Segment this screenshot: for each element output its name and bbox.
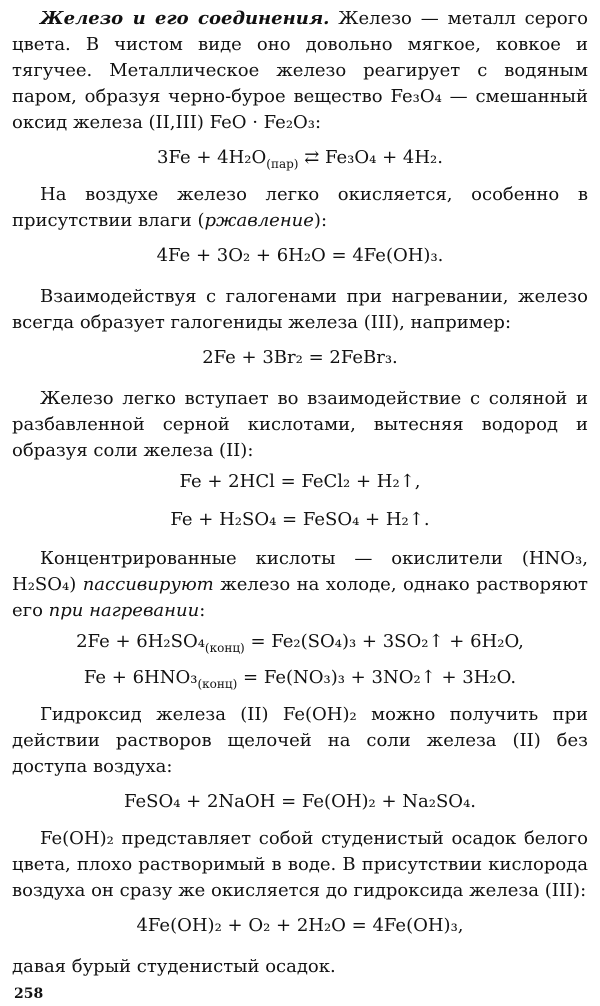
term-passivate: пассивируют [82,574,214,595]
paragraph-text: Концентрированные кислоты — окислители (HNO₃, H₂SO₄) [12,548,588,595]
equation-right: ⇄ Fe₃O₄ + 4H₂. [298,147,443,168]
equation-subscript: (конц) [197,677,238,691]
paragraph-iron-intro [12,6,588,136]
equation-hcl: Fe + 2HCl = FeCl₂ + H₂↑, [179,471,421,492]
equation-left: Fe + 6HNO₃ [83,667,198,688]
equation-conc-sulfuric [0,630,600,655]
equation-left: 3Fe + 4H₂O [157,147,267,168]
equation-feso4-naoh: FeSO₄ + 2NaOH = Fe(OH)₂ + Na₂SO₄. [123,791,477,812]
equation-subscript: (пар) [266,157,299,171]
equation-bromine: 2Fe + 3Br₂ = 2FeBr₃. [202,347,398,368]
paragraph-hydroxide-ii: Гидроксид железа (II) Fe(OH)₂ можно получить при действии растворов щелочей на соли железа (II) без доступа воздуха: [12,704,588,777]
equation-conc-nitric [0,666,600,691]
paragraph-concentrated-acids [12,546,588,624]
equation-left: 2Fe + 6H₂SO₄ [76,631,205,652]
paragraph-rusting [12,182,588,234]
equation-rusting: 4Fe + 3O₂ + 6H₂O = 4Fe(OH)₃. [156,245,444,266]
paragraph-text: Железо — металл серого цвета. В чистом виде оно довольно мягкое, ковкое и тягучее. Металлическое железо реагирует с водяным паром, образуя черно-бурое вещество Fe₃O₄ — смешанный оксид железа (II,III) FeO · Fe₂O₃: [12,8,589,133]
equation-h2so4: Fe + H₂SO₄ = FeSO₄ + H₂↑. [170,509,430,530]
paragraph-brown-precipitate: давая бурый студенистый осадок. [12,956,336,977]
paragraph-hydroxide-properties: Fe(OH)₂ представляет собой студенистый осадок белого цвета, плохо растворимый в воде. В присутствии кислорода воздуха он сразу же окисляется до гидроксида железа (III): [12,828,588,901]
section-title: Железо и его соединения. [40,8,330,29]
page-number: 258 [14,986,44,1002]
term-heating: при нагревании [48,600,200,621]
equation-subscript: (конц) [204,641,245,655]
paragraph-text: железо на холоде, однако растворяют его [12,574,588,621]
equation-right: = Fe₂(SO₄)₃ + 3SO₂↑ + 6H₂O, [244,631,524,652]
term-rusting: ржавление [204,210,314,231]
equation-steam-reaction [0,146,600,171]
equation-oxidation: 4Fe(OH)₂ + O₂ + 2H₂O = 4Fe(OH)₃, [136,915,464,936]
paragraph-text: ): [313,210,328,231]
equation-right: = Fe(NO₃)₃ + 3NO₂↑ + 3H₂O. [237,667,517,688]
paragraph-text: : [199,600,206,621]
paragraph-text: На воздухе железо легко окисляется, особенно в присутствии влаги ( [12,184,588,231]
paragraph-halogens: Взаимодействуя с галогенами при нагревании, железо всегда образует галогениды железа (III), например: [12,286,588,333]
paragraph-acids: Железо легко вступает во взаимодействие с соляной и разбавленной серной кислотами, вытесняя водород и образуя соли железа (II): [12,388,588,461]
